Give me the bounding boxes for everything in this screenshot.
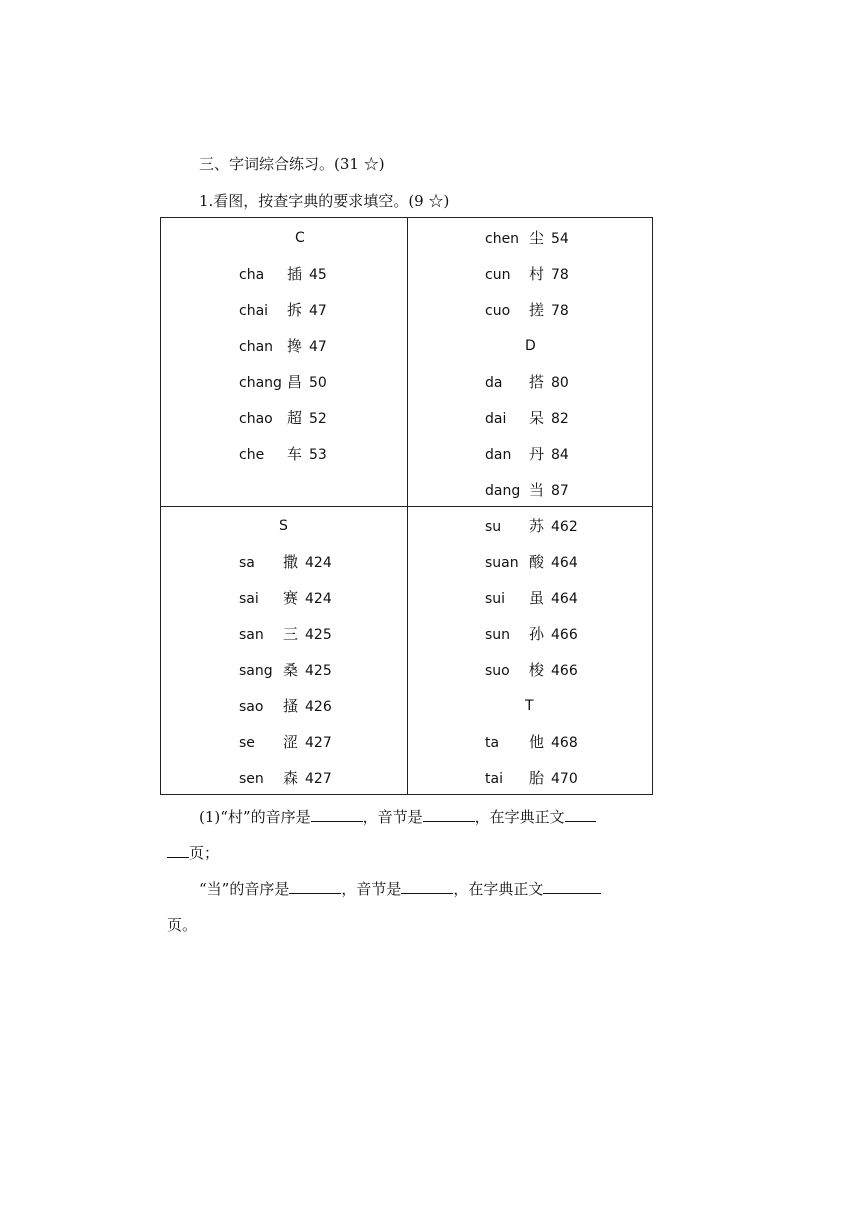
question-title: 1.看图，按查字典的要求填空。(9 ☆)	[199, 192, 450, 210]
table-row	[485, 256, 569, 292]
page-number: 425	[305, 627, 332, 643]
table-row	[485, 436, 569, 472]
table-horizontal-divider	[161, 506, 652, 507]
table-row	[239, 544, 332, 580]
q2-mid2-text: ，在字典正文	[453, 880, 544, 898]
q1-mid1-text: ，音节是	[362, 808, 423, 826]
table-row	[485, 364, 569, 400]
answer-blank-cun-page-part2[interactable]	[167, 843, 189, 858]
page-number: 427	[305, 771, 332, 787]
table-row	[239, 328, 327, 364]
character: 胎	[529, 769, 545, 787]
page-number: 80	[551, 375, 569, 391]
page-number: 426	[305, 699, 332, 715]
character: 村	[529, 265, 545, 283]
character: 超	[287, 409, 303, 427]
page-number: 466	[551, 663, 578, 679]
pinyin: san	[239, 627, 264, 643]
table-row	[485, 760, 578, 796]
pinyin: chan	[239, 339, 274, 355]
table-row	[485, 580, 578, 616]
answer-blank-dang-page[interactable]	[543, 879, 601, 894]
table-row	[239, 652, 332, 688]
character: 梭	[529, 661, 545, 679]
character: 丹	[529, 445, 545, 463]
table-row	[485, 616, 578, 652]
page-number: 424	[305, 591, 332, 607]
character: 插	[287, 265, 303, 283]
character: 车	[287, 445, 303, 463]
answer-blank-dang-order[interactable]	[289, 879, 341, 894]
answer-blank-cun-page-part1[interactable]	[565, 807, 596, 822]
index-letter-s: S	[279, 518, 288, 534]
q2-end-text: 页。	[167, 916, 198, 934]
character: 搔	[283, 697, 299, 715]
page-number: 47	[309, 339, 327, 355]
pinyin: cuo	[485, 303, 511, 319]
index-letter-t: T	[525, 698, 534, 714]
character: 搓	[529, 301, 545, 319]
pinyin: sa	[239, 555, 255, 571]
table-row	[485, 220, 569, 256]
pinyin: sao	[239, 699, 264, 715]
pinyin: su	[485, 519, 502, 535]
table-row	[239, 760, 332, 796]
pinyin: sang	[239, 663, 273, 679]
dictionary-index-table	[160, 217, 653, 795]
table-row	[239, 364, 327, 400]
table-row	[239, 724, 332, 760]
page-number: 82	[551, 411, 569, 427]
sub-question-1-line-1	[199, 806, 596, 827]
pinyin: che	[239, 447, 265, 463]
pinyin: cha	[239, 267, 265, 283]
pinyin: dai	[485, 411, 507, 427]
sub-question-1-line-2	[167, 842, 219, 863]
character: 搭	[529, 373, 545, 391]
page-number: 464	[551, 591, 578, 607]
character: 呆	[529, 409, 545, 427]
table-row	[239, 256, 327, 292]
page-number: 53	[309, 447, 327, 463]
q1-mid2-text: ，在字典正文	[474, 808, 565, 826]
section-title: 三、字词综合练习。(31 ☆)	[199, 155, 385, 173]
answer-blank-dang-syllable[interactable]	[401, 879, 453, 894]
page-number: 78	[551, 267, 569, 283]
pinyin: chang	[239, 375, 282, 391]
page-number: 425	[305, 663, 332, 679]
character: 搀	[287, 337, 303, 355]
index-letter-c: C	[295, 230, 305, 246]
character: 尘	[529, 229, 545, 247]
table-row	[239, 688, 332, 724]
page-number: 47	[309, 303, 327, 319]
page-number: 424	[305, 555, 332, 571]
pinyin: suo	[485, 663, 510, 679]
sub-question-2-line-1	[199, 878, 601, 899]
index-letter-d: D	[525, 338, 536, 354]
character: 当	[529, 481, 545, 499]
pinyin: sen	[239, 771, 264, 787]
page-number: 466	[551, 627, 578, 643]
pinyin: dan	[485, 447, 512, 463]
answer-blank-cun-order[interactable]	[311, 807, 363, 822]
pinyin: sun	[485, 627, 511, 643]
table-row	[239, 400, 327, 436]
page-number: 45	[309, 267, 327, 283]
page-number: 54	[551, 231, 569, 247]
pinyin: chai	[239, 303, 269, 319]
table-row	[485, 472, 569, 508]
table-row	[239, 292, 327, 328]
pinyin: cun	[485, 267, 511, 283]
pinyin: chao	[239, 411, 273, 427]
page-number: 78	[551, 303, 569, 319]
pinyin: da	[485, 375, 503, 391]
page-number: 468	[551, 735, 578, 751]
pinyin: dang	[485, 483, 521, 499]
character: 森	[283, 769, 299, 787]
page-number: 84	[551, 447, 569, 463]
table-row	[239, 616, 332, 652]
character: 苏	[529, 517, 545, 535]
character: 涩	[283, 733, 299, 751]
pinyin: sui	[485, 591, 506, 607]
character: 桑	[283, 661, 299, 679]
q2-mid1-text: ，音节是	[341, 880, 402, 898]
character: 撒	[283, 553, 299, 571]
q1-prefix-text: (1)“村”的音序是	[199, 808, 311, 826]
character: 拆	[287, 301, 303, 319]
page-number: 462	[551, 519, 578, 535]
character: 虽	[529, 589, 545, 607]
answer-blank-cun-syllable[interactable]	[423, 807, 475, 822]
q2-prefix-text: “当”的音序是	[199, 880, 290, 898]
table-row	[485, 508, 578, 544]
table-row	[485, 544, 578, 580]
table-row	[239, 580, 332, 616]
character: 他	[529, 733, 545, 751]
pinyin: sai	[239, 591, 259, 607]
page-number: 87	[551, 483, 569, 499]
pinyin: chen	[485, 231, 520, 247]
character: 昌	[287, 373, 303, 391]
table-row	[485, 652, 578, 688]
table-row	[485, 724, 578, 760]
table-row	[485, 292, 569, 328]
page-number: 50	[309, 375, 327, 391]
character: 孙	[529, 625, 545, 643]
table-row	[239, 436, 327, 472]
character: 三	[283, 625, 299, 643]
pinyin: tai	[485, 771, 503, 787]
character: 赛	[283, 589, 299, 607]
page-number: 464	[551, 555, 578, 571]
sub-question-2-line-2	[167, 914, 197, 935]
character: 酸	[529, 553, 545, 571]
page-number: 470	[551, 771, 578, 787]
table-row	[485, 400, 569, 436]
pinyin: ta	[485, 735, 500, 751]
page-number: 427	[305, 735, 332, 751]
q1-end-text: 页；	[189, 844, 220, 862]
pinyin: se	[239, 735, 255, 751]
page-number: 52	[309, 411, 327, 427]
pinyin: suan	[485, 555, 519, 571]
